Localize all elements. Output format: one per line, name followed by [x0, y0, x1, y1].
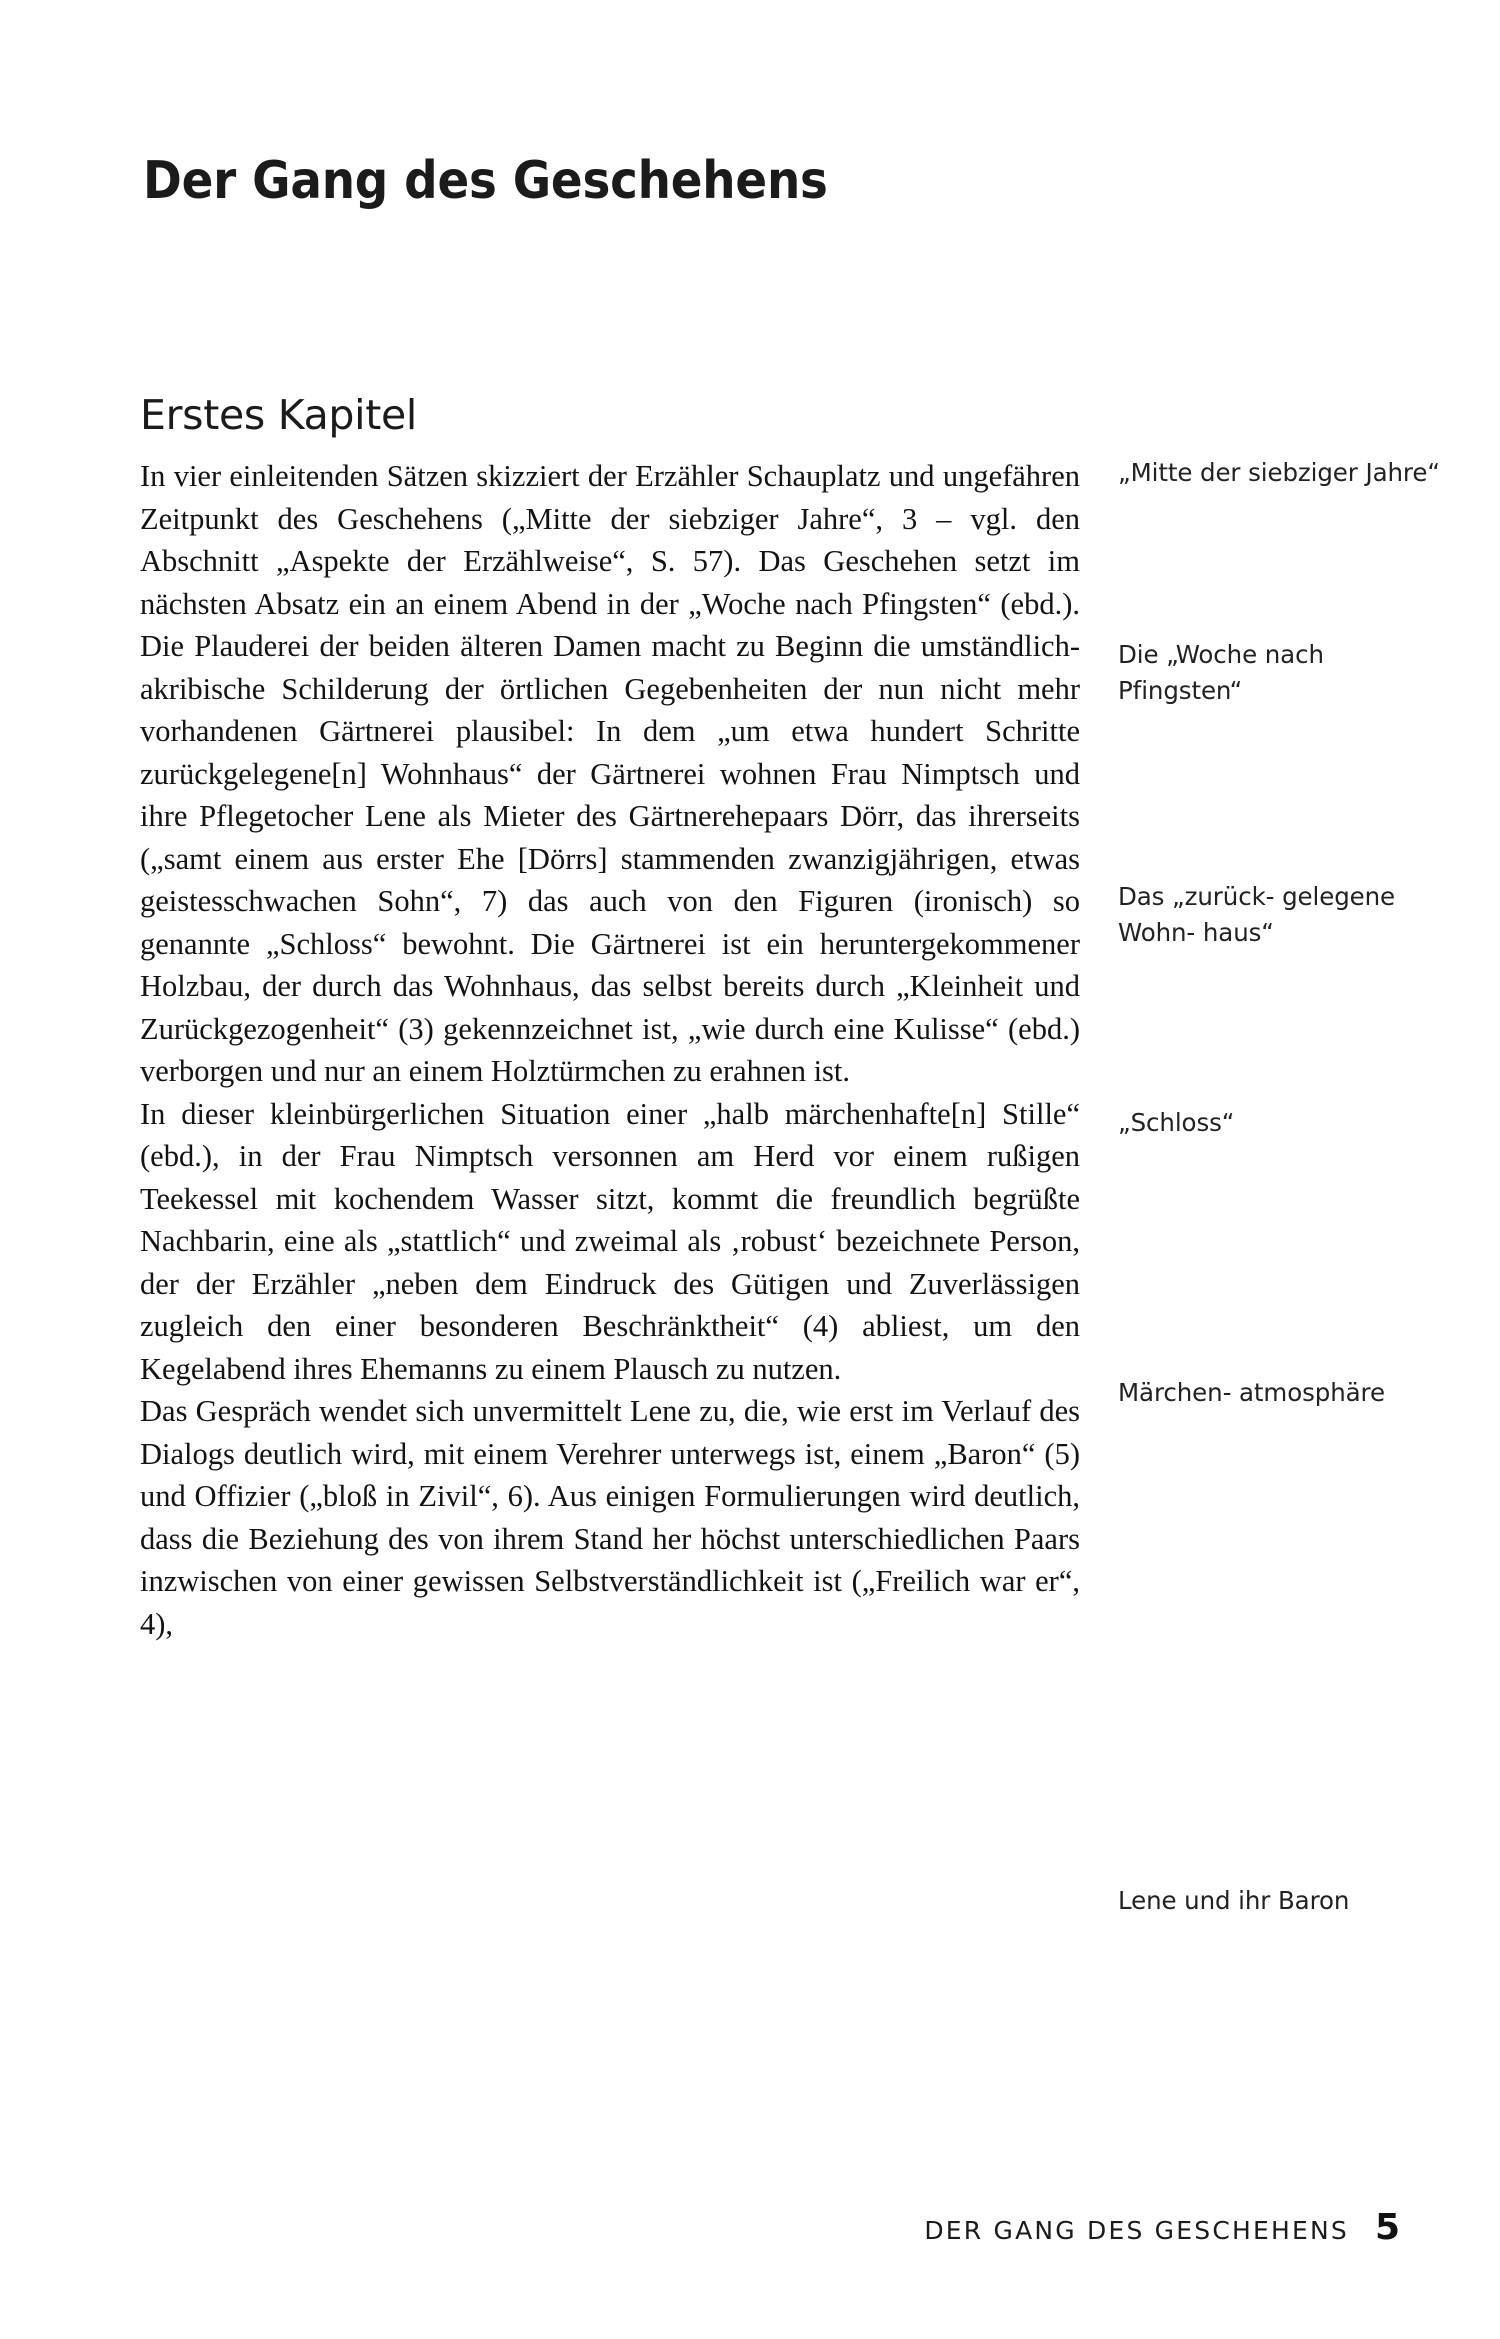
chapter-heading: Erstes Kapitel	[140, 391, 418, 440]
margin-note: Märchen- atmosphäre	[1118, 1378, 1385, 1407]
margin-note: „Mitte der siebziger Jahre“	[1118, 458, 1440, 487]
body-paragraph: In vier einleitenden Sätzen skizziert der Erzähler Schauplatz und ungefähren Zeitpunkt des Geschehens („Mitte der siebziger Jahre“, 3 – vgl. den Abschnitt „Aspekte der Erzählweise“, S. 57). Das Geschehen setzt im nächsten Absatz ein an einem Abend in der „Woche nach Pfingsten“ (ebd.). Die Plauderei der beiden älteren Damen macht zu Beginn die umständlich-akribische Schilderung der örtlichen Gegebenheiten der nun nicht mehr vorhandenen Gärtnerei plausibel: In dem „um etwa hundert Schritte zurückgelegene[n] Wohnhaus“ der Gärtnerei wohnen Frau Nimptsch und ihre Pflegetocher Lene als Mieter des Gärtnerehepaars Dörr, das ihrerseits („samt einem aus erster Ehe [Dörrs] stammenden zwanzigjährigen, etwas geistesschwachen Sohn“, 7) das auch von den Figuren (ironisch) so genannte „Schloss“ bewohnt. Die Gärtnerei ist ein heruntergekommener Holzbau, der durch das Wohnhaus, das selbst bereits durch „Kleinheit und Zurückgezogenheit“ (3) gekennzeichnet ist, „wie durch eine Kulisse“ (ebd.) verborgen und nur an einem Holztürmchen zu erahnen ist.	[140, 459, 1080, 1088]
page-footer	[0, 2207, 1500, 2248]
footer-running-head: DER GANG DES GESCHEHENS	[924, 2216, 1349, 2245]
margin-note: Das „zurück- gelegene Wohn- haus“	[1118, 882, 1396, 947]
body-paragraph: In dieser kleinbürgerlichen Situation einer „halb märchenhafte[n] Stille“ (ebd.), in der Frau Nimptsch versonnen am Herd vor einem rußigen Teekessel mit kochendem Wasser sitzt, kommt die freundlich begrüßte Nachbarin, eine als „stattlich“ und zweimal als ‚robust‘ bezeichnete Person, der der Erzähler „neben dem Eindruck des Gütigen und Zuverlässigen zugleich den einer besonderen Beschränktheit“ (4) abliest, um den Kegelabend ihres Ehemanns zu einem Plausch zu nutzen.	[140, 1096, 1080, 1386]
margin-note: Die „Woche nach Pfingsten“	[1118, 640, 1324, 705]
margin-note: „Schloss“	[1118, 1108, 1235, 1137]
margin-note: Lene und ihr Baron	[1118, 1886, 1350, 1915]
page-title: Der Gang des Geschehens	[143, 150, 828, 211]
footer-page-number: 5	[1374, 2207, 1400, 2248]
body-text-column	[140, 455, 1080, 1645]
body-paragraph: Das Gespräch wendet sich unvermittelt Lene zu, die, wie erst im Verlauf des Dialogs deutlich wird, mit einem Verehrer unterwegs ist, einem „Baron“ (5) und Offizier („bloß in Zivil“, 6). Aus einigen Formulierungen wird deutlich, dass die Beziehung des von ihrem Stand her höchst unterschiedlichen Paars inzwischen von einer gewissen Selbstverständlichkeit ist („Freilich war er“, 4),	[140, 1394, 1080, 1641]
